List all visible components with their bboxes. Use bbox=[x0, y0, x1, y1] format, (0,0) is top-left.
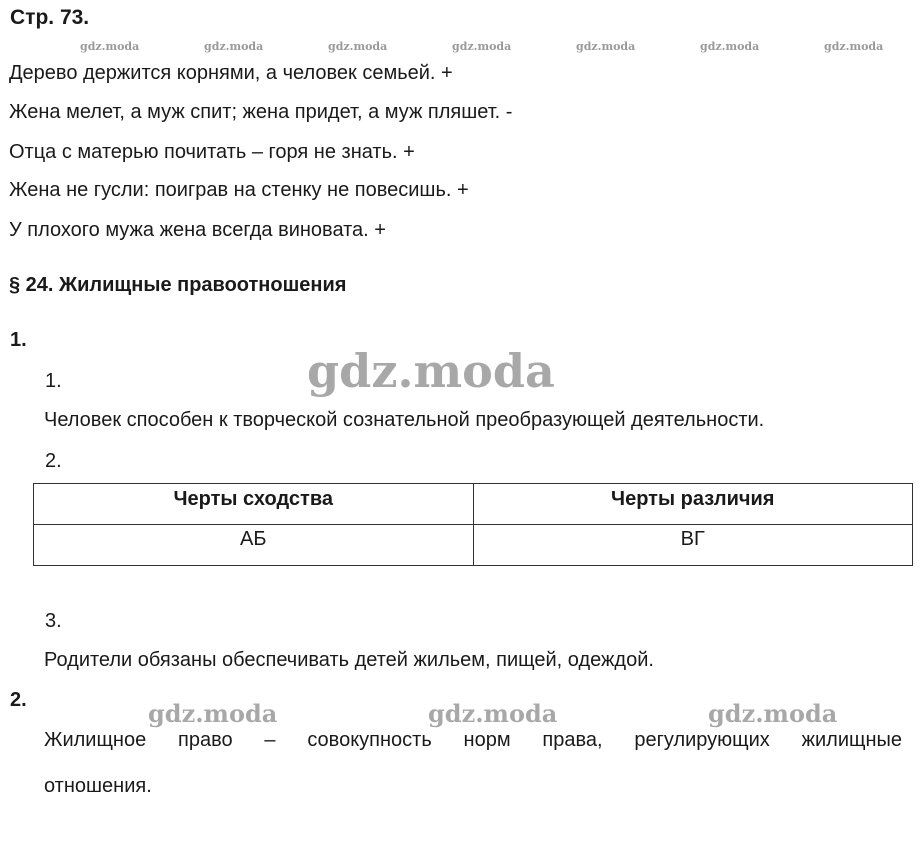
table-cell: АБ bbox=[34, 525, 474, 566]
watermark-small: gdz.moda bbox=[80, 40, 140, 53]
watermark-small: gdz.moda bbox=[700, 40, 760, 53]
subtask-number: 1. bbox=[45, 370, 62, 392]
comparison-table bbox=[33, 483, 913, 566]
task-number: 1. bbox=[10, 329, 27, 351]
watermark-big: gdz.moda bbox=[148, 699, 278, 728]
page-title: Стр. 73. bbox=[10, 6, 90, 29]
proverb-line: Жена не гусли: поиграв на стенку не повесишь. + bbox=[9, 179, 469, 201]
watermark-small: gdz.moda bbox=[576, 40, 636, 53]
watermark-big: gdz.moda bbox=[428, 699, 558, 728]
watermark-small: gdz.moda bbox=[452, 40, 512, 53]
proverb-line: Жена мелет, а муж спит; жена придет, а муж пляшет. - bbox=[9, 101, 513, 123]
section-heading: § 24. Жилищные правоотношения bbox=[9, 274, 347, 296]
watermark-small: gdz.moda bbox=[328, 40, 388, 53]
watermark-small: gdz.moda bbox=[824, 40, 884, 53]
subtask-answer: Человек способен к творческой сознательной преобразующей деятельности. bbox=[44, 409, 765, 431]
watermark-small: gdz.moda bbox=[204, 40, 264, 53]
proverb-line: У плохого мужа жена всегда виновата. + bbox=[9, 219, 386, 241]
subtask-number: 2. bbox=[45, 450, 62, 472]
subtask-number: 3. bbox=[45, 610, 62, 632]
table-header-row bbox=[34, 484, 913, 525]
task2-answer-line: Жилищное право – совокупность норм права, регулирующих жилищные bbox=[44, 729, 902, 751]
table-header-cell: Черты различия bbox=[473, 484, 913, 525]
proverb-line: Отца с матерью почитать – горя не знать. + bbox=[9, 141, 415, 163]
table-header-cell: Черты сходства bbox=[34, 484, 474, 525]
proverb-line: Дерево держится корнями, а человек семьей. + bbox=[9, 62, 453, 84]
table-row bbox=[34, 525, 913, 566]
watermark-big: gdz.moda bbox=[307, 344, 555, 398]
task-number: 2. bbox=[10, 689, 27, 711]
watermark-big: gdz.moda bbox=[708, 699, 838, 728]
subtask-answer: Родители обязаны обеспечивать детей жильем, пищей, одеждой. bbox=[44, 649, 654, 671]
table-cell: ВГ bbox=[473, 525, 913, 566]
task2-answer-line: отношения. bbox=[44, 775, 152, 797]
